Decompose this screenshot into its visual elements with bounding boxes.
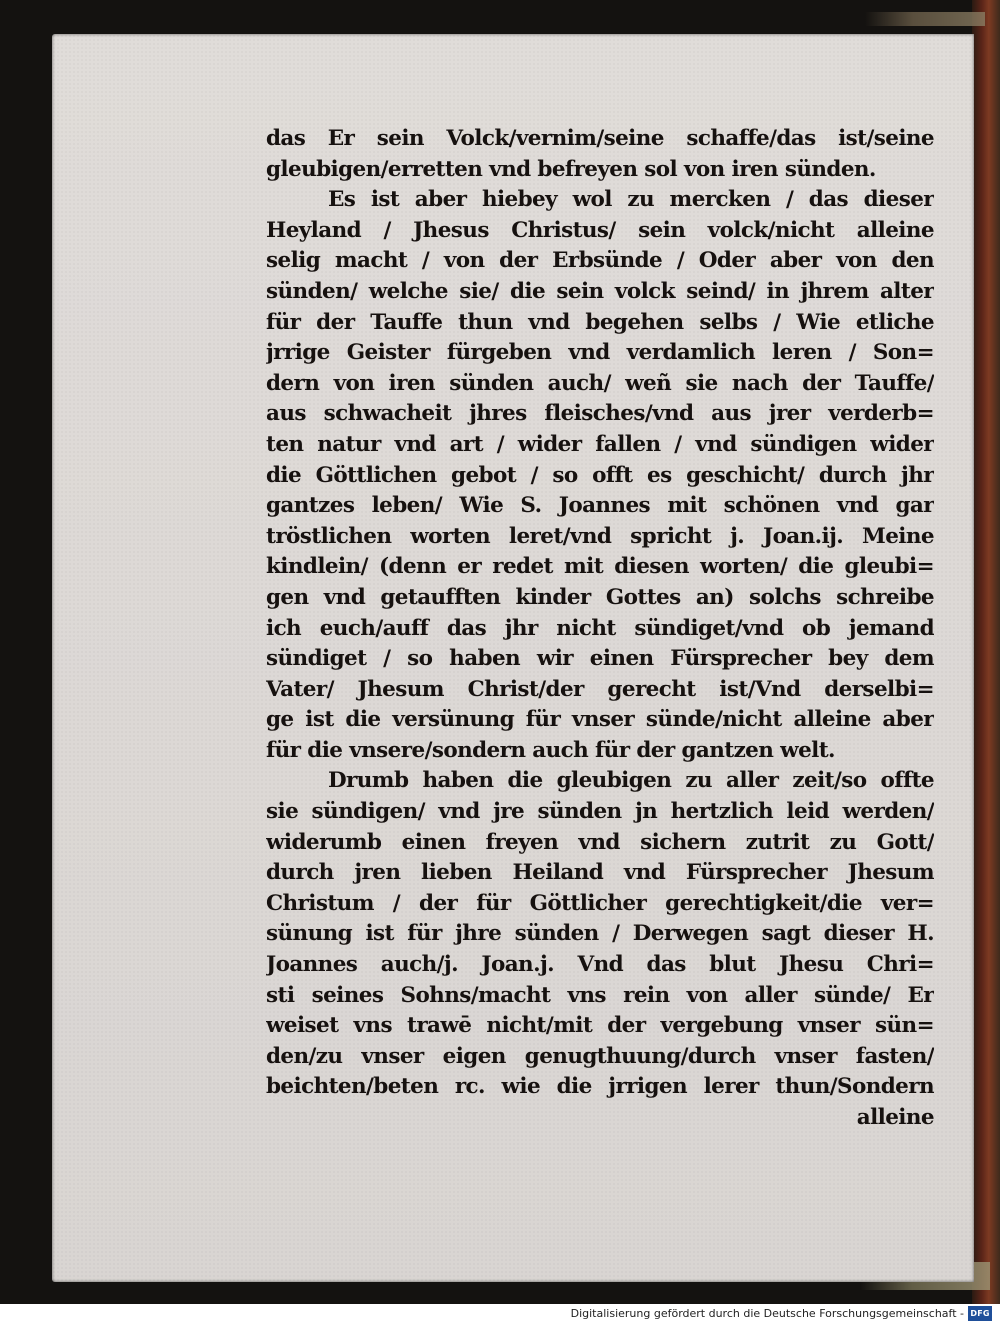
book-binding-edge	[972, 0, 1000, 1304]
text-line: sündiget / so haben wir einen Fürsprecher bey dem	[266, 646, 934, 672]
text-line: Christum / der für Göttlicher gerechtigkeit/die ver=	[266, 890, 934, 916]
text-line: beichten/beten rc. wie die jrrigen lerer thun/Sondern	[266, 1074, 934, 1100]
text-line: durch jren lieben Heiland vnd Fürsprecher Jhesum	[266, 860, 934, 886]
page-text	[266, 124, 934, 1134]
text-line: für die vnsere/sondern auch für der gantzen welt.	[266, 737, 835, 763]
dfg-logo-icon[interactable]: DFG	[968, 1306, 992, 1321]
binding-edge-top	[865, 12, 985, 26]
text-line: gantzes leben/ Wie S. Joannes mit schönen vnd gar	[266, 493, 934, 519]
text-line: für der Tauffe thun vnd begehen selbs / Wie etliche	[266, 309, 934, 335]
text-line: kindlein/ (denn er redet mit diesen worten/ die gleubi=	[266, 554, 934, 580]
text-line: sünung ist für jhre sünden / Derwegen sagt dieser H.	[266, 921, 934, 947]
text-line: tröstlichen worten leret/vnd spricht j. Joan.ij. Meine	[266, 523, 934, 549]
catchword: alleine	[856, 1105, 934, 1130]
text-line: sünden/ welche sie/ die sein volck seind/ in jhrem alter	[266, 278, 934, 304]
text-line: das Er sein Volck/vernim/seine schaffe/das ist/seine	[266, 126, 934, 151]
text-line: Heyland / Jhesus Christus/ sein volck/nicht alleine	[266, 217, 934, 243]
text-line: Vater/ Jhesum Christ/der gerecht ist/Vnd derselbi=	[266, 676, 934, 702]
text-line: sie sündigen/ vnd jre sünden jn hertzlich leid werden/	[266, 799, 934, 825]
text-line: Joannes auch/j. Joan.j. Vnd das blut Jhesu Chri=	[266, 952, 934, 978]
text-line: sti seines Sohns/macht vns rein von aller sünde/ Er	[266, 982, 934, 1008]
text-line: gleubigen/erretten vnd befreyen sol von iren sünden.	[266, 156, 876, 182]
text-line: den/zu vnser eigen genugthuung/durch vnser fasten/	[266, 1043, 934, 1069]
text-line: gen vnd getaufften kinder Gottes an) solchs schreibe	[266, 584, 934, 610]
text-line: ich euch/auff das jhr nicht sündiget/vnd ob jemand	[266, 615, 934, 641]
text-line: die Göttlichen gebot / so offt es geschicht/ durch jhr	[266, 462, 934, 488]
text-line: jrrige Geister fürgeben vnd verdamlich leren / Son=	[266, 340, 934, 366]
text-line: selig macht / von der Erbsünde / Oder aber von den	[266, 248, 934, 274]
funding-credit: Digitalisierung gefördert durch die Deutsche Forschungsgemeinschaft -	[570, 1307, 964, 1320]
text-line: aus schwacheit jhres fleisches/vnd aus jrer verderb=	[266, 401, 934, 427]
text-line: dern von iren sünden auch/ weñ sie nach der Tauffe/	[266, 370, 934, 396]
text-line: weiset vns trawē nicht/mit der vergebung vnser sün=	[266, 1013, 934, 1039]
text-line: widerumb einen freyen vnd sichern zutrit zu Gott/	[266, 829, 934, 855]
text-line: Es ist aber hiebey wol zu mercken / das dieser	[328, 187, 934, 213]
text-line: ge ist die versünung für vnser sünde/nicht alleine aber	[266, 707, 934, 733]
text-line: ten natur vnd art / wider fallen / vnd sündigen wider	[266, 431, 934, 457]
text-line: Drumb haben die gleubigen zu aller zeit/so offte	[328, 768, 934, 794]
